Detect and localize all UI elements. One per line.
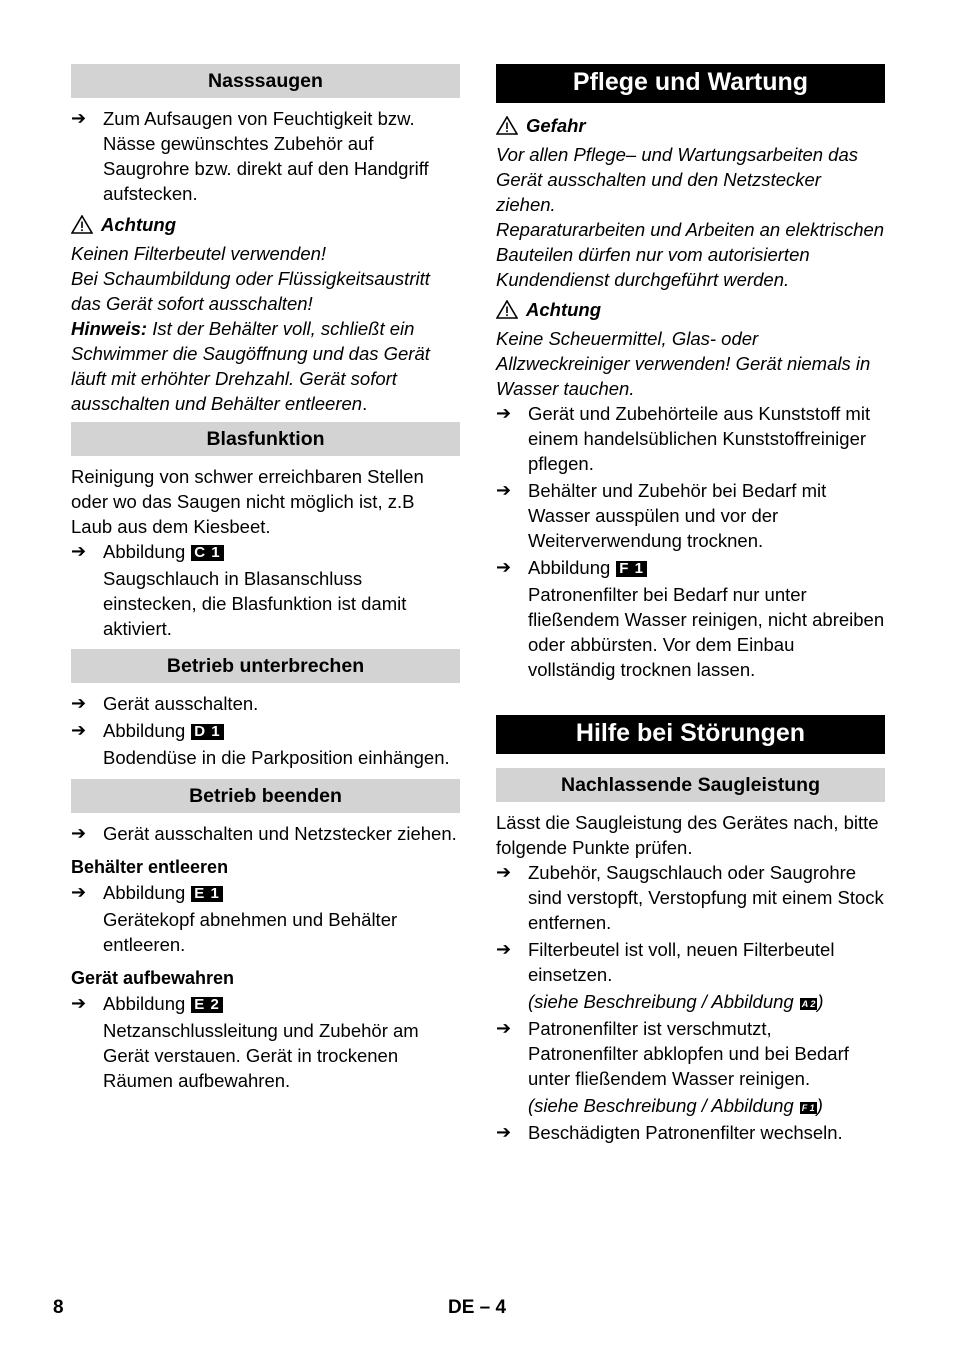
- heading-hilfe-bei-stoerungen: Hilfe bei Störungen: [496, 715, 885, 754]
- instruction-text: Patronenfilter bei Bedarf nur unter fließendem Wasser reinigen, nicht abreiben oder abbürsten. Vor dem Einbau vollständig trocknen lassen.: [528, 584, 885, 680]
- gefahr-warning: Gefahr: [496, 113, 885, 138]
- arrow-right-icon: ➔: [496, 1122, 512, 1142]
- hinweis-note: Hinweis: Ist der Behälter voll, schließt ein Schwimmer die Saugöffnung und das Gerät läuft mit erhöhter Drehzahl. Gerät sofort ausschalten und Behälter entleeren.: [71, 318, 430, 414]
- arrow-right-icon: ➔: [71, 993, 87, 1013]
- achtung-warning: Achtung: [496, 297, 885, 322]
- reference-note: (siehe Beschreibung / Abbildung A 2 ): [528, 991, 824, 1012]
- list-item: ➔ Gerät ausschalten und Netzstecker ziehen.: [71, 823, 457, 844]
- list-item: ➔ Behälter und Zubehör bei Bedarf mit Wasser ausspülen und vor der Weiterverwendung trocknen.: [496, 480, 827, 551]
- list-item: ➔ Abbildung F 1: [496, 555, 885, 580]
- instruction-text: Bodendüse in die Parkposition einhängen.: [103, 747, 450, 768]
- warning-text: Reparaturarbeiten und Arbeiten an elektrischen Bauteilen dürfen nur vom autorisierten Kundendienst durchgeführt werden.: [496, 219, 885, 290]
- arrow-right-icon: ➔: [496, 1018, 512, 1038]
- figure-badge: E 2: [191, 997, 223, 1013]
- section-heading-betrieb-unterbrechen: Betrieb unterbrechen: [71, 649, 460, 683]
- subheading-behaelter-entleeren: Behälter entleeren: [71, 857, 229, 877]
- list-item: ➔ Patronenfilter ist verschmutzt, Patronenfilter abklopfen und bei Bedarf unter fließendem Wasser reinigen.: [496, 1018, 849, 1089]
- section-heading-nachlassende-saugleistung: Nachlassende Saugleistung: [496, 768, 885, 802]
- arrow-right-icon: ➔: [71, 108, 87, 128]
- list-item: ➔ Zubehör, Saugschlauch oder Saugrohre sind verstopft, Verstopfung mit einem Stock entfernen.: [496, 862, 884, 933]
- section-heading-betrieb-beenden: Betrieb beenden: [71, 779, 460, 813]
- warning-text: Bei Schaumbildung oder Flüssigkeitsaustritt das Gerät sofort ausschalten!: [71, 268, 430, 314]
- arrow-right-icon: ➔: [496, 403, 512, 423]
- section-heading-nasssaugen: Nasssaugen: [71, 64, 460, 98]
- list-item: ➔ Gerät und Zubehörteile aus Kunststoff mit einem handelsüblichen Kunststoffreiniger pflegen.: [496, 403, 871, 474]
- page-number: 8: [53, 1297, 64, 1318]
- nach-intro: Lässt die Saugleistung des Gerätes nach, bitte folgende Punkte prüfen.: [496, 812, 879, 858]
- arrow-right-icon: ➔: [496, 557, 512, 577]
- arrow-right-icon: ➔: [496, 939, 512, 959]
- arrow-right-icon: ➔: [71, 541, 87, 561]
- list-item: ➔ Filterbeutel ist voll, neuen Filterbeutel einsetzen.: [496, 939, 835, 985]
- heading-pflege-und-wartung: Pflege und Wartung: [496, 64, 885, 103]
- right-column: [496, 64, 885, 1145]
- figure-badge: E 1: [191, 886, 223, 902]
- list-item: ➔ Zum Aufsaugen von Feuchtigkeit bzw. Nässe gewünschtes Zubehör auf Saugrohre bzw. direkt auf den Handgriff aufstecken.: [71, 108, 429, 204]
- page-section-label: DE – 4: [448, 1297, 507, 1318]
- warning-triangle-icon: [496, 300, 518, 319]
- instruction-text: Saugschlauch in Blasanschluss einstecken, die Blasfunktion ist damit aktiviert.: [103, 568, 407, 639]
- figure-badge: F 1: [616, 561, 647, 577]
- warning-text: Vor allen Pflege– und Wartungsarbeiten das Gerät ausschalten und den Netzstecker ziehen.: [496, 144, 859, 215]
- list-item: ➔ Gerät ausschalten.: [71, 693, 259, 714]
- list-item: ➔ Beschädigten Patronenfilter wechseln.: [496, 1122, 843, 1143]
- figure-badge: A 2: [801, 999, 816, 1009]
- left-column: [71, 64, 460, 1093]
- arrow-right-icon: ➔: [71, 720, 87, 740]
- warning-text: Keine Scheuermittel, Glas- oder Allzweckreiniger verwenden! Gerät niemals in Wasser tauchen.: [496, 328, 871, 399]
- reference-note: (siehe Beschreibung / Abbildung F 1 ): [528, 1095, 823, 1116]
- blas-intro: Reinigung von schwer erreichbaren Stellen oder wo das Saugen nicht möglich ist, z.B Laub aus dem Kiesbeet.: [71, 466, 424, 537]
- figure-badge: C 1: [191, 545, 223, 561]
- figure-badge: D 1: [191, 724, 223, 740]
- list-item: ➔ Abbildung E 2: [71, 991, 460, 1016]
- section-heading-blasfunktion: Blasfunktion: [71, 422, 460, 456]
- list-item: ➔ Abbildung C 1: [71, 539, 460, 564]
- arrow-right-icon: ➔: [496, 862, 512, 882]
- instruction-text: Gerätekopf abnehmen und Behälter entleeren.: [103, 909, 398, 955]
- arrow-right-icon: ➔: [71, 693, 87, 713]
- list-item: ➔ Abbildung D 1: [71, 718, 460, 743]
- warning-triangle-icon: [496, 116, 518, 135]
- warning-triangle-icon: [71, 215, 93, 234]
- instruction-text: Netzanschlussleitung und Zubehör am Gerät verstauen. Gerät in trockenen Räumen aufbewahren.: [103, 1020, 419, 1091]
- achtung-warning: Achtung: [71, 212, 460, 237]
- arrow-right-icon: ➔: [496, 480, 512, 500]
- hinweis-label: Hinweis:: [71, 318, 148, 339]
- list-item: ➔ Abbildung E 1: [71, 880, 460, 905]
- figure-badge: F 1: [801, 1103, 815, 1113]
- subheading-geraet-aufbewahren: Gerät aufbewahren: [71, 968, 235, 988]
- warning-text: Keinen Filterbeutel verwenden!: [71, 243, 327, 264]
- arrow-right-icon: ➔: [71, 823, 87, 843]
- arrow-right-icon: ➔: [71, 882, 87, 902]
